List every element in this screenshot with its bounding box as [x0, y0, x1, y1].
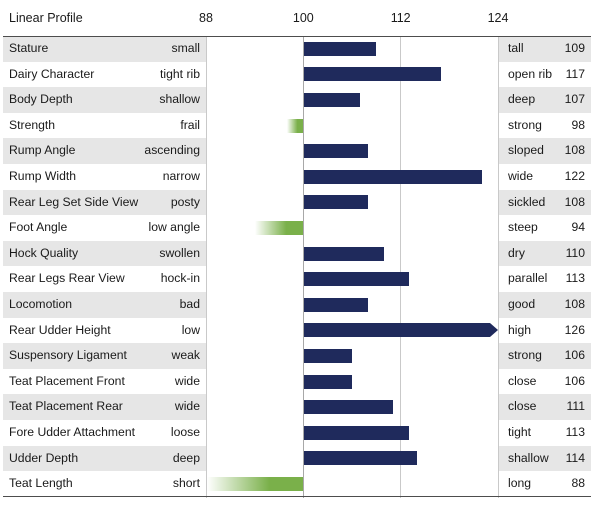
bar — [304, 426, 408, 440]
low-descriptor: narrow — [162, 169, 200, 183]
value-label: 113 — [565, 425, 585, 439]
bar — [304, 400, 392, 414]
value-label: 108 — [564, 143, 585, 158]
trait-label: Fore Udder Attachment — [9, 425, 135, 439]
bar — [304, 144, 368, 158]
value-label: 94 — [571, 220, 585, 235]
trait-label: Locomotion — [9, 297, 73, 311]
value-label: 107 — [564, 92, 585, 107]
low-descriptor: hock-in — [160, 271, 200, 286]
grid-line — [498, 36, 499, 498]
chart-title: Linear Profile — [9, 11, 83, 25]
trait-label: Teat Length — [9, 476, 73, 491]
x-tick-label: 88 — [199, 11, 213, 25]
value-label: 108 — [564, 194, 585, 209]
trait-label: Udder Depth — [9, 450, 79, 465]
trait-label: Rump Angle — [9, 143, 76, 158]
trait-label: Teat Placement Rear — [9, 399, 123, 414]
bar — [304, 93, 360, 107]
high-descriptor: high — [508, 322, 532, 337]
high-descriptor: sloped — [508, 143, 544, 158]
high-descriptor: dry — [508, 245, 525, 260]
bar — [304, 247, 384, 261]
value-label: 117 — [565, 66, 585, 81]
bar — [304, 451, 417, 465]
x-tick-label: 100 — [292, 11, 314, 25]
high-descriptor: steep — [508, 220, 538, 235]
bar — [304, 195, 368, 209]
bar — [207, 477, 303, 491]
value-label: 114 — [565, 450, 585, 465]
x-tick-label: 112 — [390, 11, 411, 25]
low-descriptor: tight rib — [160, 66, 200, 81]
low-descriptor: deep — [172, 450, 200, 465]
high-descriptor: tall — [508, 41, 524, 55]
value-label: 110 — [565, 245, 585, 260]
trait-label: Hock Quality — [9, 245, 79, 260]
low-descriptor: frail — [180, 117, 200, 132]
low-descriptor: small — [171, 41, 200, 55]
trait-label: Rear Legs Rear View — [9, 271, 125, 286]
high-descriptor: parallel — [508, 271, 548, 286]
high-descriptor: open rib — [508, 66, 553, 81]
bar — [304, 375, 352, 389]
low-descriptor: bad — [179, 297, 200, 311]
bar — [304, 67, 441, 81]
high-descriptor: shallow — [508, 450, 549, 465]
x-tick-label: 124 — [487, 11, 509, 25]
trait-label: Body Depth — [9, 92, 73, 107]
low-descriptor: posty — [170, 194, 200, 209]
low-descriptor: wide — [174, 399, 200, 414]
bar — [304, 42, 376, 56]
trait-label: Strength — [9, 117, 56, 132]
rule-line — [3, 36, 591, 37]
trait-label: Suspensory Ligament — [9, 348, 127, 363]
low-descriptor: weak — [171, 348, 200, 363]
grid-line — [206, 36, 207, 498]
high-descriptor: deep — [508, 92, 536, 107]
trait-label: Foot Angle — [9, 220, 68, 235]
high-descriptor: strong — [508, 348, 542, 363]
high-descriptor: strong — [508, 117, 542, 132]
low-descriptor: shallow — [159, 92, 200, 107]
low-descriptor: low — [181, 322, 200, 337]
value-label: 111 — [566, 399, 585, 414]
high-descriptor: close — [508, 373, 537, 388]
value-label: 126 — [564, 322, 585, 337]
high-descriptor: close — [508, 399, 537, 414]
bar — [287, 119, 303, 133]
trait-label: Stature — [9, 41, 49, 55]
value-label: 113 — [565, 271, 585, 286]
value-label: 106 — [564, 348, 585, 363]
low-descriptor: wide — [174, 373, 200, 388]
high-descriptor: sickled — [508, 194, 546, 209]
trait-label: Rump Width — [9, 169, 77, 183]
value-label: 88 — [571, 476, 585, 491]
value-label: 109 — [564, 41, 585, 55]
rule-line — [3, 496, 591, 497]
low-descriptor: short — [172, 476, 200, 491]
low-descriptor: loose — [170, 425, 200, 439]
bar — [304, 349, 352, 363]
bar — [255, 221, 304, 235]
high-descriptor: good — [508, 297, 536, 311]
value-label: 122 — [564, 169, 585, 183]
bar — [304, 298, 368, 312]
high-descriptor: wide — [508, 169, 534, 183]
value-label: 98 — [571, 117, 585, 132]
bar — [304, 323, 490, 337]
overflow-arrow-icon — [490, 323, 498, 337]
high-descriptor: tight — [508, 425, 532, 439]
trait-label: Dairy Character — [9, 66, 95, 81]
bar — [304, 170, 481, 184]
trait-label: Teat Placement Front — [9, 373, 125, 388]
trait-label: Rear Udder Height — [9, 322, 111, 337]
low-descriptor: ascending — [144, 143, 200, 158]
bar — [304, 272, 408, 286]
trait-label: Rear Leg Set Side View — [9, 194, 139, 209]
value-label: 108 — [564, 297, 585, 311]
low-descriptor: low angle — [148, 220, 200, 235]
high-descriptor: long — [508, 476, 532, 491]
low-descriptor: swollen — [159, 245, 200, 260]
value-label: 106 — [564, 373, 585, 388]
